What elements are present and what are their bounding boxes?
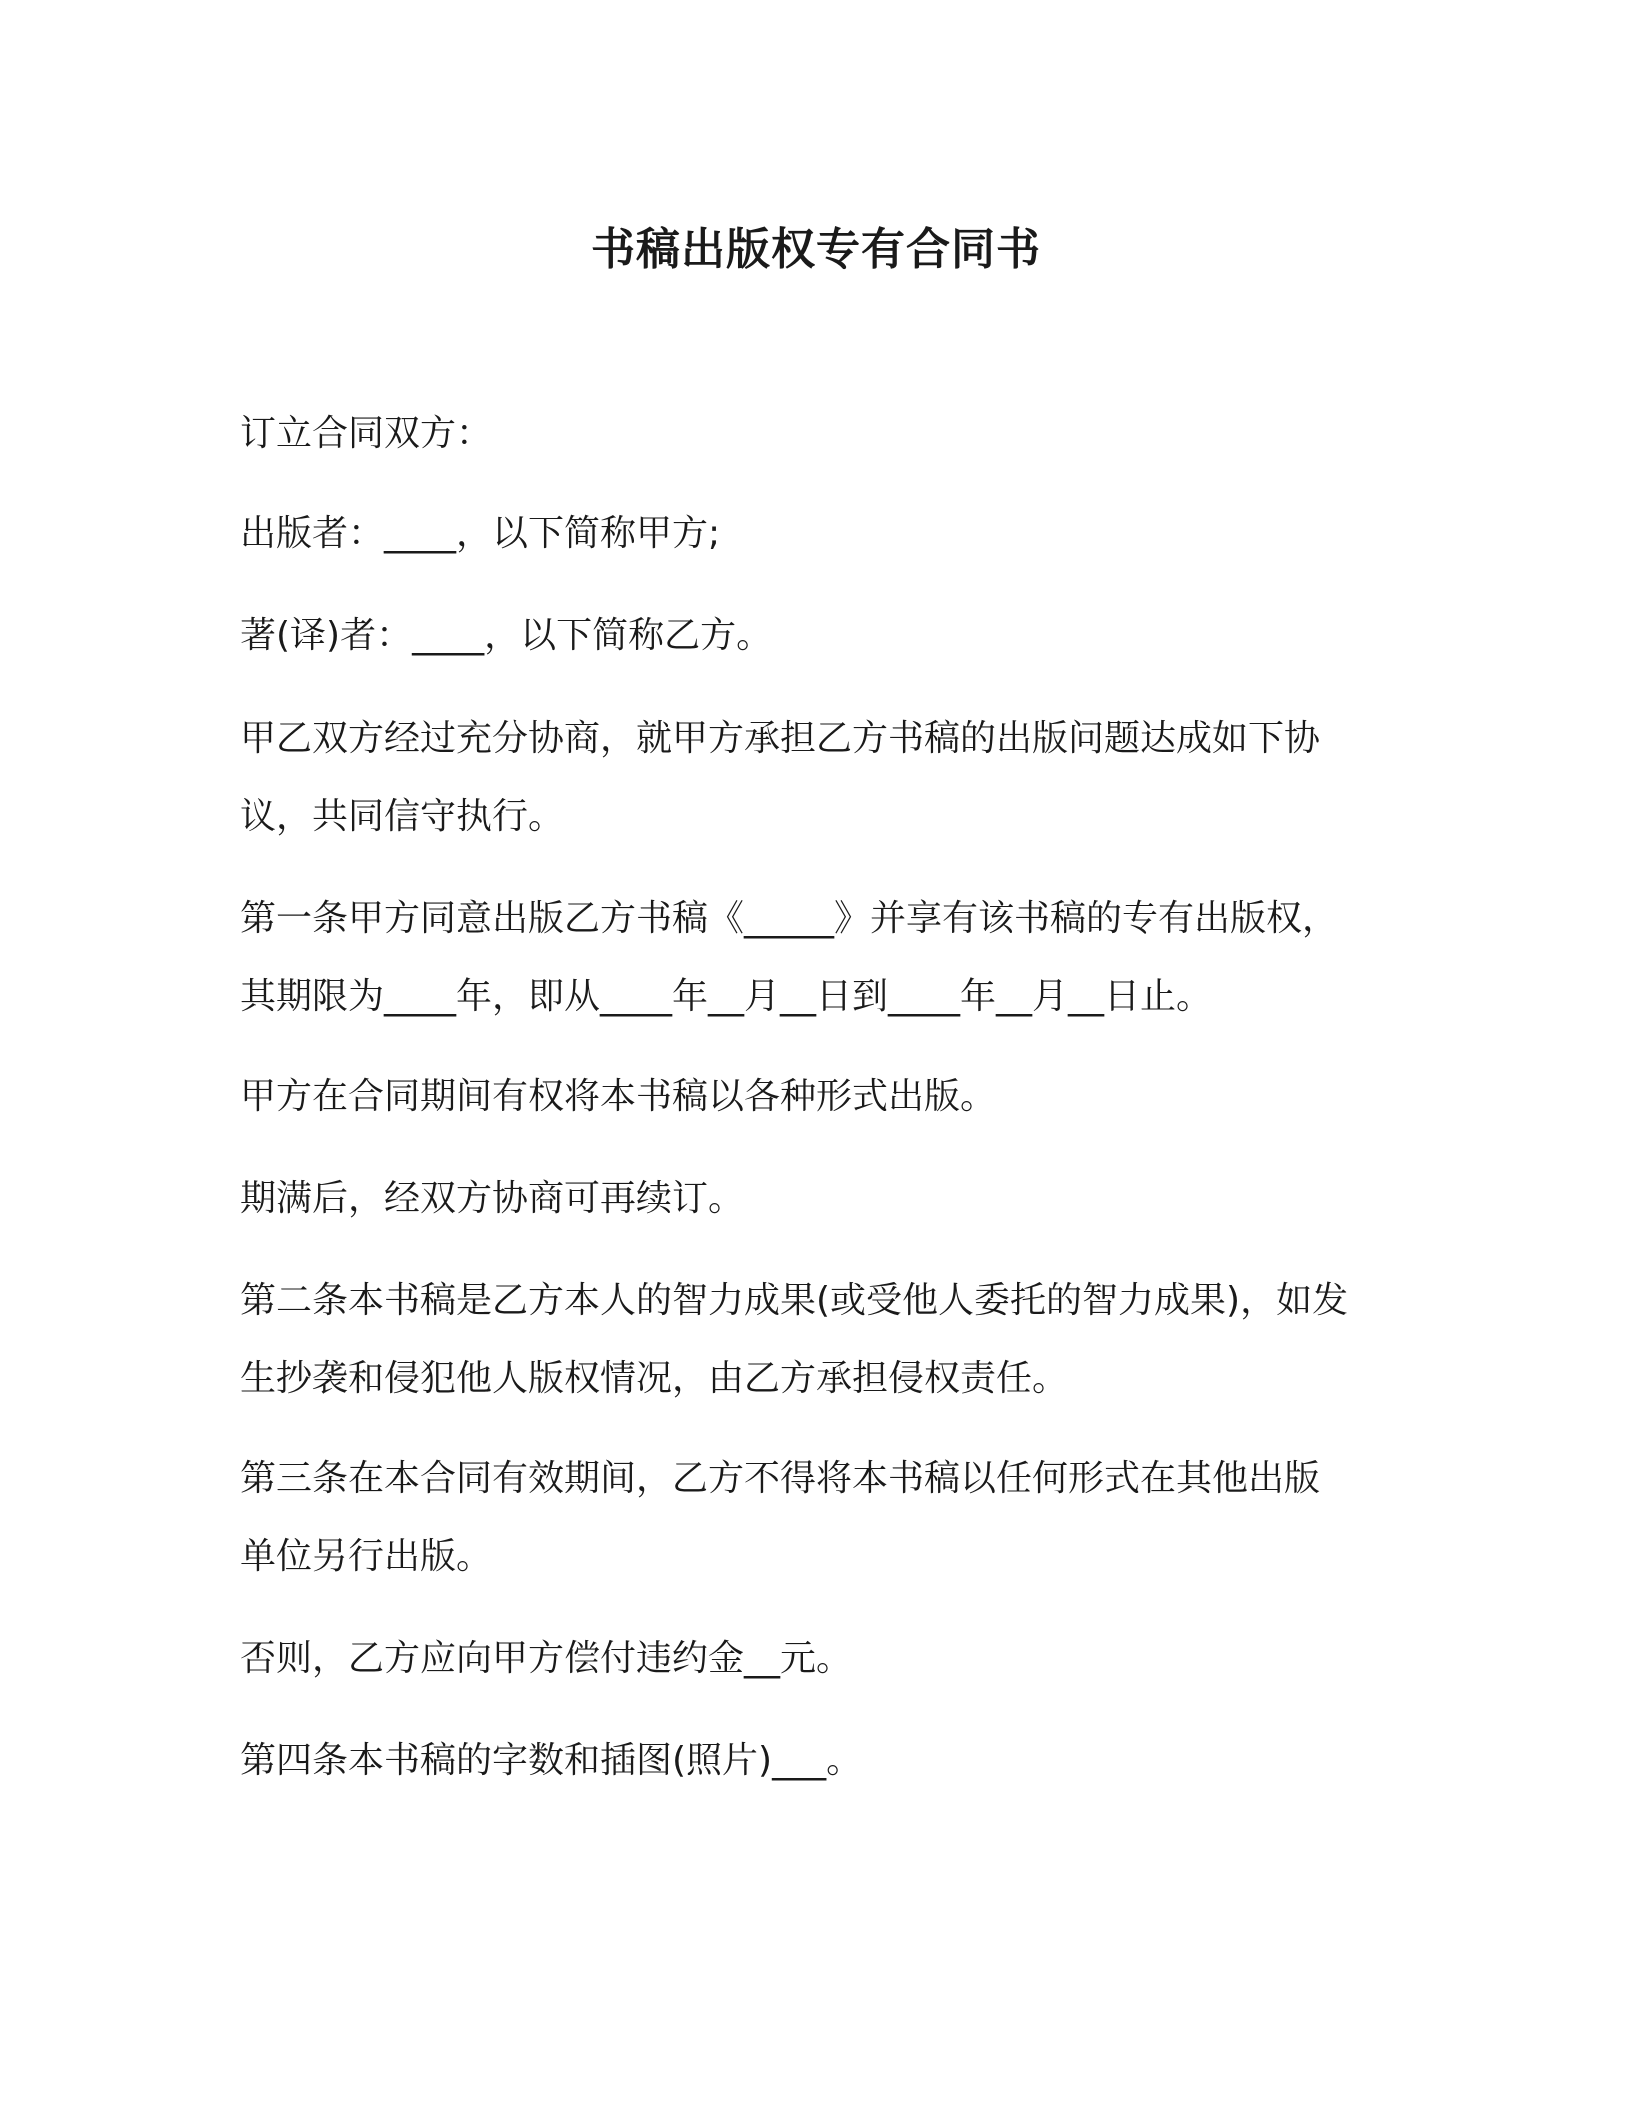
paragraph-article-3 — [240, 1440, 1400, 1596]
paragraph-parties-heading — [240, 395, 1400, 473]
paragraph-line: 其期限为____年，即从____年__月__日到____年__月__日止。 — [240, 976, 1213, 1017]
paragraph-line: 议，共同信守执行。 — [240, 796, 565, 837]
paragraph-line: 著(译)者：____，以下简称乙方。 — [240, 615, 773, 656]
paragraph-line: 否则，乙方应向甲方偿付违约金__元。 — [240, 1638, 853, 1679]
paragraph-line: 甲乙双方经过充分协商，就甲方承担乙方书稿的出版问题达成如下协 — [240, 718, 1321, 759]
paragraph-line: 第一条甲方同意出版乙方书稿《_____》并享有该书稿的专有出版权， — [240, 898, 1339, 939]
paragraph-article-1 — [240, 880, 1400, 1036]
paragraph-article-2 — [240, 1262, 1400, 1418]
paragraph-author — [240, 597, 1400, 675]
paragraph-agreement-intro — [240, 700, 1400, 856]
paragraph-line: 第四条本书稿的字数和插图(照片)___。 — [240, 1740, 863, 1781]
paragraph-renewal — [240, 1160, 1400, 1238]
paragraph-line: 第三条在本合同有效期间，乙方不得将本书稿以任何形式在其他出版 — [240, 1458, 1321, 1499]
paragraph-line: 出版者：____，以下简称甲方; — [240, 513, 721, 554]
document-title: 书稿出版权专有合同书 — [591, 224, 1041, 275]
paragraph-line: 第二条本书稿是乙方本人的智力成果(或受他人委托的智力成果)，如发 — [240, 1280, 1349, 1321]
paragraph-publish-forms — [240, 1058, 1400, 1136]
paragraph-line: 期满后，经双方协商可再续订。 — [240, 1178, 745, 1219]
paragraph-line: 甲方在合同期间有权将本书稿以各种形式出版。 — [240, 1076, 997, 1117]
paragraph-line: 生抄袭和侵犯他人版权情况，由乙方承担侵权责任。 — [240, 1358, 1069, 1399]
paragraph-line: 订立合同双方： — [240, 413, 493, 454]
paragraph-line: 单位另行出版。 — [240, 1536, 493, 1577]
paragraph-publisher — [240, 495, 1400, 573]
paragraph-article-4 — [240, 1722, 1400, 1800]
paragraph-penalty — [240, 1620, 1400, 1698]
